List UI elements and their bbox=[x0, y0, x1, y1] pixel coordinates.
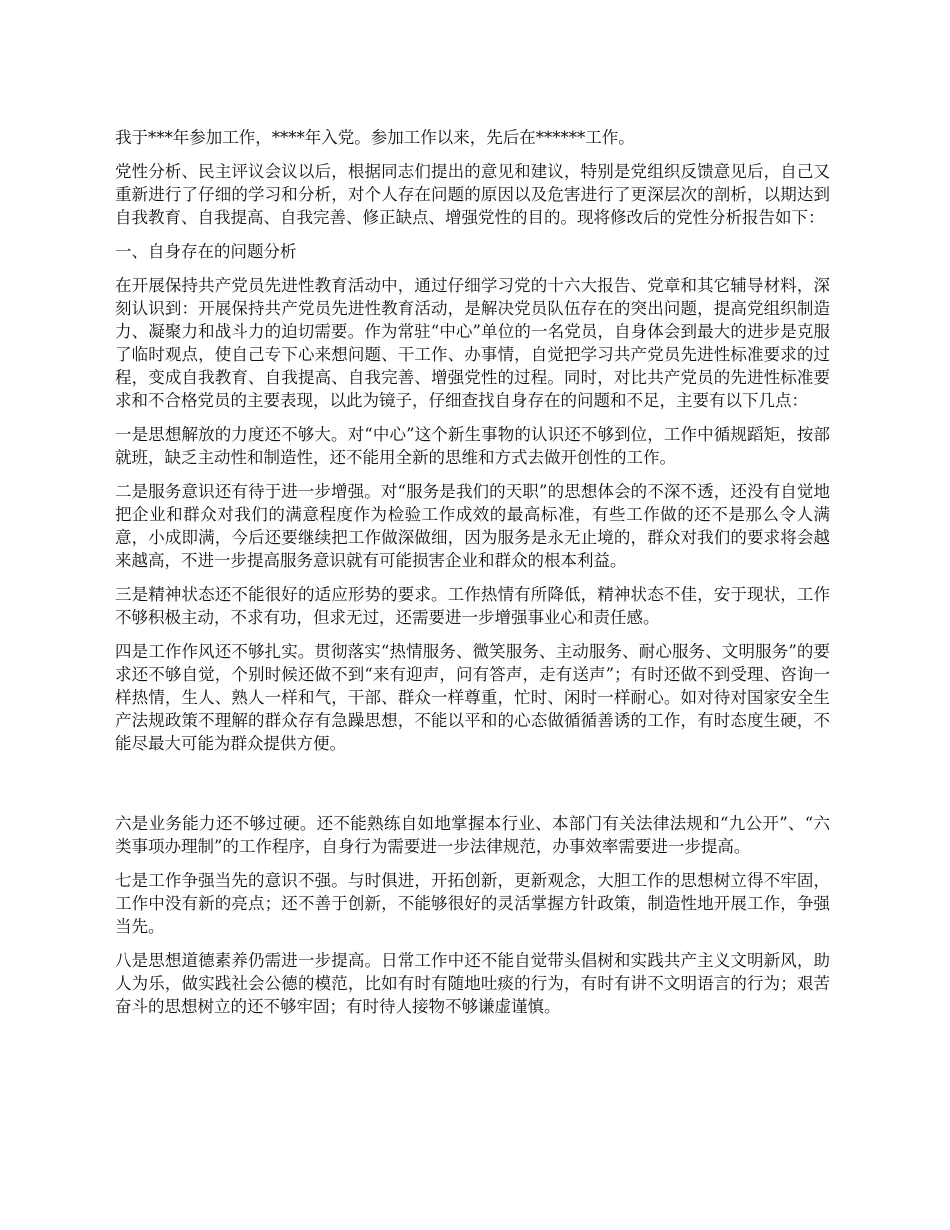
paragraph-point-3: 三是精神状态还不能很好的适应形势的要求。工作热情有所降低，精神状态不佳，安于现状，工作不够积极主动，不求有功，但求无过，还需要进一步增强事业心和责任感。 bbox=[115, 585, 830, 627]
paragraph-point-7: 七是工作争强当先的意识不强。与时俱进，开拓创新，更新观念，大胆工作的思想树立得不牢固，工作中没有新的亮点；还不善于创新，不能够很好的灵活掌握方针政策，制造性地开展工作，争强当先。 bbox=[115, 871, 830, 936]
paragraph-overview: 在开展保持共产党员先进性教育活动中，通过仔细学习党的十六大报告、党章和其它辅导材料，深刻认识到：开展保持共产党员先进性教育活动，是解决党员队伍存在的突出问题，提高党组织制造力、凝聚力和战斗力的迫切需要。作为常驻“中心”单位的一名党员，自身体会到最大的进步是克服了临时观点，使自己专下心来想问题、干工作、办事情，自觉把学习共产党员先进性标准要求的过程，变成自我教育、自我提高、自我完善、增强党性的过程。同时，对比共产党员的先进性标准要求和不合格党员的主要表现，以此为镜子，仔细查找自身存在的问题和不足，主要有以下几点： bbox=[115, 276, 830, 410]
paragraph-preface: 党性分析、民主评议会议以后，根据同志们提出的意见和建议，特别是党组织反馈意见后，自己又重新进行了仔细的学习和分析，对个人存在问题的原因以及危害进行了更深层次的剖析，以期达到自我教育、自我提高、自我完善、修正缺点、增强党性的目的。现将修改后的党性分析报告如下： bbox=[115, 162, 830, 227]
section-heading: 一、自身存在的问题分析 bbox=[115, 242, 297, 261]
paragraph-point-4: 四是工作作风还不够扎实。贯彻落实“热情服务、微笑服务、主动服务、耐心服务、文明服务”的要求还不够自觉，个别时候还做不到“来有迎声，问有答声，走有送声”；有时还做不到受理、咨询一样热情，生人、熟人一样和气，干部、群众一样尊重，忙时、闲时一样耐心。如对待对国家安全生产法规政策不理解的群众存有急躁思想，不能以平和的心态做循循善诱的工作，有时态度生硬，不能尽最大可能为群众提供方便。 bbox=[115, 642, 830, 753]
paragraph-point-8: 八是思想道德素养仍需进一步提高。日常工作中还不能自觉带头倡树和实践共产主义文明新风，助人为乐，做实践社会公德的模范，比如有时有随地吐痰的行为，有时有讲不文明语言的行为；艰苦奋斗的思想树立的还不够牢固；有时待人接物不够谦虚谨慎。 bbox=[115, 951, 830, 1016]
paragraph-point-2: 二是服务意识还有待于进一步增强。对“服务是我们的天职”的思想体会的不深不透，还没有自觉地把企业和群众对我们的满意程度作为检验工作成效的最高标准，有些工作做的还不是那么令人满意，小成即满，今后还要继续把工作做深做细，因为服务是永无止境的，群众对我们的要求将会越来越高，不进一步提高服务意识就有可能损害企业和群众的根本利益。 bbox=[115, 482, 830, 570]
paragraph-point-1: 一是思想解放的力度还不够大。对“中心”这个新生事物的认识还不够到位，工作中循规蹈矩，按部就班，缺乏主动性和制造性，还不能用全新的思维和方式去做开创性的工作。 bbox=[115, 425, 830, 467]
blank-gap bbox=[115, 766, 830, 812]
paragraph-intro: 我于***年参加工作，****年入党。参加工作以来，先后在******工作。 bbox=[115, 128, 635, 147]
paragraph-point-6: 六是业务能力还不够过硬。还不能熟练自如地掌握本行业、本部门有关法律法规和“九公开”、“六类事项办理制”的工作程序，自身行为需要进一步法律规范，办事效率需要进一步提高。 bbox=[115, 814, 830, 856]
